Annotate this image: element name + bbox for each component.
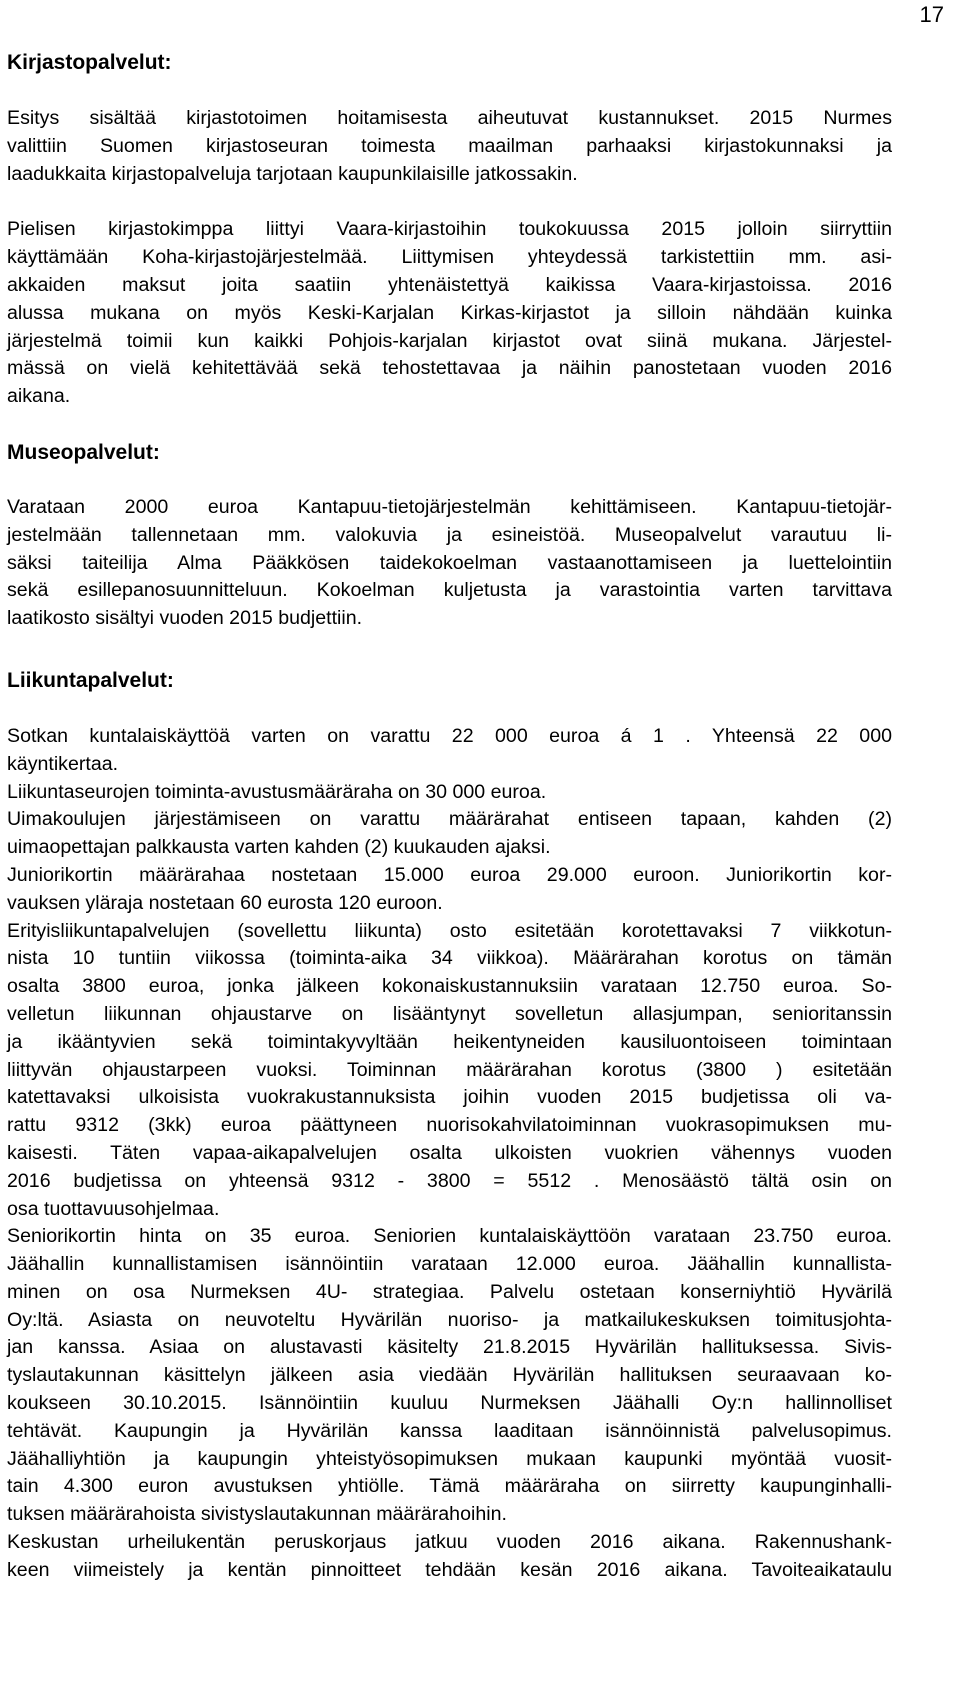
- text-line: rattu 9312 (3kk) euroa päättyneen nuorisokahvilatoiminnan vuokrasopimuksen mu-: [7, 1114, 892, 1137]
- text-line: aikana.: [7, 385, 71, 408]
- document-body: [7, 50, 892, 1585]
- paragraph: [7, 494, 892, 633]
- text-line: vauksen yläraja nostetaan 60 eurosta 120 euroon.: [7, 891, 443, 914]
- text-line: laatikosto sisältyi vuoden 2015 budjettiin.: [7, 607, 363, 630]
- text-line: ja ikääntyvien sekä toimintakyvyltään heikentyneiden kausiluontoiseen toimintaan: [7, 1030, 892, 1053]
- text-line: Varataan 2000 euroa Kantapuu-tietojärjestelmän kehittämiseen. Kantapuu-tietojär-: [7, 495, 892, 518]
- text-line: tain 4.300 euron avustuksen yhtiölle. Tämä määräraha on siirretty kaupunginhalli-: [7, 1475, 892, 1498]
- text-line: Esitys sisältää kirjastotoimen hoitamisesta aiheutuvat kustannukset. 2015 Nurmes: [7, 107, 892, 129]
- text-line: akkaiden maksut joita saatiin yhtenäistettyä kaikissa Vaara-kirjastoissa. 2016: [7, 273, 892, 296]
- text-line: käyttämään Koha-kirjastojärjestelmää. Liittymisen yhteydessä tarkistettiin mm. asi-: [7, 246, 892, 269]
- paragraph: [7, 723, 892, 1585]
- text-line: Liikuntaseurojen toiminta-avustusmääräraha on 30 000 euroa.: [7, 780, 547, 803]
- paragraph: [7, 105, 892, 188]
- text-line: sekä esillepanosuunnitteluun. Kokoelman kuljetusta ja varastointia varten tarvittava: [7, 579, 892, 602]
- text-line: säksi taiteilija Alma Pääkkösen taidekokoelman vastaanottamiseen ja luettelointiin: [7, 551, 892, 574]
- section-heading-museopalvelut: Museopalvelut:: [7, 440, 160, 464]
- section-heading-kirjastopalvelut: Kirjastopalvelut:: [7, 51, 172, 74]
- text-line: 2016 budjetissa on yhteensä 9312 - 3800 = 5512 . Menosäästö tältä osin on: [7, 1169, 892, 1192]
- text-line: liittyvän ohjaustarpeen vuoksi. Toiminnan määrärahan korotus (3800 ) esitetään: [7, 1058, 892, 1081]
- text-line: Pielisen kirjastokimppa liittyi Vaara-kirjastoihin toukokuussa 2015 jolloin siirryttiin: [7, 218, 892, 241]
- text-line: kaisesti. Täten vapaa-aikapalvelujen osalta ulkoisten vuokrien vähennys vuoden: [7, 1141, 892, 1164]
- text-line: keen viimeistely ja kentän pinnoitteet tehdään kesän 2016 aikana. Tavoiteaikataulu: [7, 1558, 892, 1581]
- text-line: tuksen määrärahoista sivistyslautakunnan määrärahoihin.: [7, 1503, 507, 1526]
- text-line: Jäähalliyhtiön ja kaupungin yhteistyösopimuksen mukaan kaupunki myöntää vuosit-: [7, 1447, 892, 1470]
- text-line: Juniorikortin määrärahaa nostetaan 15.000 euroa 29.000 euroon. Juniorikortin kor-: [7, 863, 892, 886]
- text-line: Keskustan urheilukentän peruskorjaus jatkuu vuoden 2016 aikana. Rakennushank-: [7, 1531, 892, 1554]
- text-line: Sotkan kuntalaiskäyttöä varten on varattu 22 000 euroa á 1 . Yhteensä 22 000: [7, 724, 892, 747]
- text-line: mässä on vielä kehitettävää sekä tehostettavaa ja näihin panostetaan vuoden 2016: [7, 357, 892, 380]
- text-line: tyslautakunnan käsittelyn jälkeen asia viedään Hyvärilän hallituksen seuraavaan ko-: [7, 1364, 892, 1387]
- text-line: alussa mukana on myös Keski-Karjalan Kirkas-kirjastot ja silloin nähdään kuinka: [7, 301, 892, 324]
- text-line: jestelmään tallennetaan mm. valokuvia ja esineistöä. Museopalvelut varautuu li-: [7, 523, 892, 546]
- text-line: nista 10 tuntiin viikossa (toiminta-aika 34 viikkoa). Määrärahan korotus on tämän: [7, 947, 892, 970]
- text-line: velletun liikunnan ohjaustarve on lisääntynyt sovelletun allasjumpan, senioritanssin: [7, 1002, 892, 1025]
- page-number: 17: [919, 2, 944, 27]
- text-line: jan kanssa. Asiaa on alustavasti käsitelty 21.8.2015 Hyvärilän hallituksessa. Sivis-: [7, 1336, 892, 1359]
- text-line: osa tuottavuusohjelmaa.: [7, 1197, 220, 1220]
- section-heading-liikuntapalvelut: Liikuntapalvelut:: [7, 668, 174, 692]
- text-line: laadukkaita kirjastopalveluja tarjotaan kaupunkilaisille jatkossakin.: [7, 162, 578, 185]
- text-line: katettavaksi ulkoisista vuokrakustannuksista joihin vuoden 2015 budjetissa oli va-: [7, 1086, 892, 1109]
- text-line: Seniorikortin hinta on 35 euroa. Seniorien kuntalaiskäyttöön varataan 23.750 euroa.: [7, 1225, 892, 1248]
- text-line: valittiin Suomen kirjastoseuran toimesta maailman parhaaksi kirjastokunnaksi ja: [7, 134, 892, 157]
- text-line: Erityisliikuntapalvelujen (sovellettu liikunta) osto esitetään korotettavaksi 7 viikkotun-: [7, 919, 892, 942]
- text-line: osalta 3800 euroa, jonka jälkeen kokonaiskustannuksiin varataan 12.750 euroa. So-: [7, 975, 892, 998]
- text-line: järjestelmä toimii kun kaikki Pohjois-karjalan kirjastot ovat siinä mukana. Järjestel-: [7, 329, 892, 352]
- text-line: käyntikertaa.: [7, 752, 119, 775]
- paragraph: [7, 216, 892, 411]
- text-line: Jäähallin kunnallistamisen isännöintiin varataan 12.000 euroa. Jäähallin kunnallista-: [7, 1253, 892, 1276]
- text-line: tehtävät. Kaupungin ja Hyvärilän kanssa laaditaan isännöinnistä palvelusopimus.: [7, 1419, 892, 1442]
- text-line: minen on osa Nurmeksen 4U- strategiaa. Palvelu ostetaan konserniyhtiö Hyvärilä: [7, 1280, 892, 1303]
- text-line: uimaopettajan palkkausta varten kahden (2) kuukauden ajaksi.: [7, 836, 551, 859]
- text-line: Uimakoulujen järjestämiseen on varattu määrärahat entiseen tapaan, kahden (2): [7, 808, 892, 831]
- text-line: Oy:ltä. Asiasta on neuvoteltu Hyvärilän nuoriso- ja matkailukeskuksen toimitusjohta-: [7, 1308, 892, 1331]
- text-line: koukseen 30.10.2015. Isännöintiin kuuluu Nurmeksen Jäähalli Oy:n hallinnolliset: [7, 1392, 892, 1415]
